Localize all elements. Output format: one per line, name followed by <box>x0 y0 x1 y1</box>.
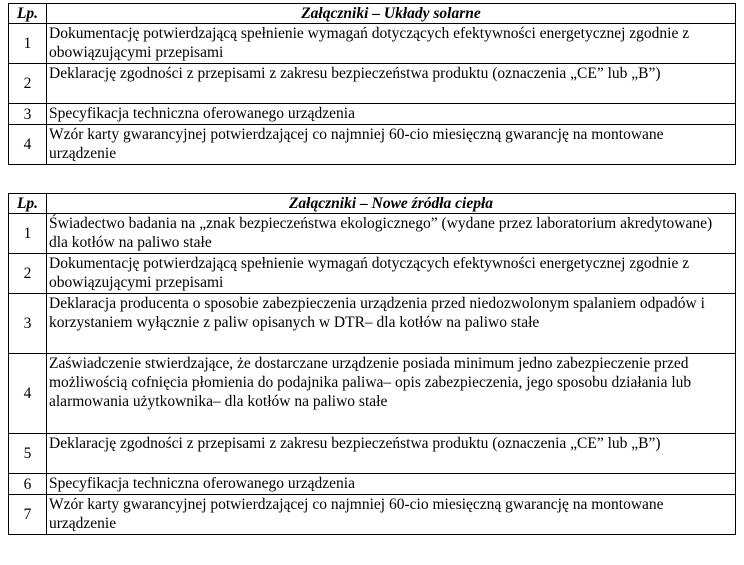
row-number: 6 <box>9 474 47 495</box>
row-text: Deklaracja producenta o sposobie zabezpieczenia urządzenia przed niedozwolonym spalaniem odpadów i korzystaniem wyłącznie z paliw opisanych w DTR– dla kotłów na paliwo stałe <box>47 294 736 354</box>
table-header-row <box>9 4 736 24</box>
table-row <box>9 294 736 354</box>
table-row <box>9 434 736 474</box>
table-row <box>9 354 736 434</box>
table-row <box>9 24 736 64</box>
table-row <box>9 214 736 254</box>
row-text: Dokumentację potwierdzającą spełnienie wymagań dotyczących efektywności energetycznej zgodnie z obowiązującymi przepisami <box>47 24 736 64</box>
row-number: 5 <box>9 434 47 474</box>
table-row <box>9 254 736 294</box>
table-header-row <box>9 194 736 214</box>
header-title: Załączniki – Nowe źródła ciepła <box>47 194 736 214</box>
attachments-table-solar <box>8 3 736 165</box>
row-text: Wzór karty gwarancyjnej potwierdzającej co najmniej 60-cio miesięczną gwarancję na montowane urządzenie <box>47 125 736 165</box>
row-number: 1 <box>9 24 47 64</box>
row-text: Wzór karty gwarancyjnej potwierdzającej co najmniej 60-cio miesięczną gwarancję na montowane urządzenie <box>47 495 736 535</box>
table-row <box>9 64 736 104</box>
row-text: Deklarację zgodności z przepisami z zakresu bezpieczeństwa produktu (oznaczenia „CE” lub „B”) <box>47 64 736 104</box>
table-row <box>9 474 736 495</box>
row-number: 3 <box>9 294 47 354</box>
row-number: 4 <box>9 125 47 165</box>
attachments-table-heat-sources <box>8 193 736 535</box>
row-number: 2 <box>9 64 47 104</box>
row-number: 7 <box>9 495 47 535</box>
row-text: Deklarację zgodności z przepisami z zakresu bezpieczeństwa produktu (oznaczenia „CE” lub „B”) <box>47 434 736 474</box>
table-row <box>9 125 736 165</box>
header-lp: Lp. <box>9 4 47 24</box>
header-lp: Lp. <box>9 194 47 214</box>
table-row <box>9 104 736 125</box>
row-text: Dokumentację potwierdzającą spełnienie wymagań dotyczących efektywności energetycznej zgodnie z obowiązującymi przepisami <box>47 254 736 294</box>
row-number: 4 <box>9 354 47 434</box>
row-text: Specyfikacja techniczna oferowanego urządzenia <box>47 104 736 125</box>
row-text: Zaświadczenie stwierdzające, że dostarczane urządzenie posiada minimum jedno zabezpieczenie przed możliwością cofnięcia płomienia do podajnika paliwa– opis zabezpieczenia, jego sposobu działania lub alarmowania użytkownika– dla kotłów na paliwo stałe <box>47 354 736 434</box>
row-text: Świadectwo badania na „znak bezpieczeństwa ekologicznego” (wydane przez laboratorium akredytowane) dla kotłów na paliwo stałe <box>47 214 736 254</box>
row-number: 2 <box>9 254 47 294</box>
table-row <box>9 495 736 535</box>
header-title: Załączniki – Układy solarne <box>47 4 736 24</box>
row-text: Specyfikacja techniczna oferowanego urządzenia <box>47 474 736 495</box>
row-number: 3 <box>9 104 47 125</box>
row-number: 1 <box>9 214 47 254</box>
